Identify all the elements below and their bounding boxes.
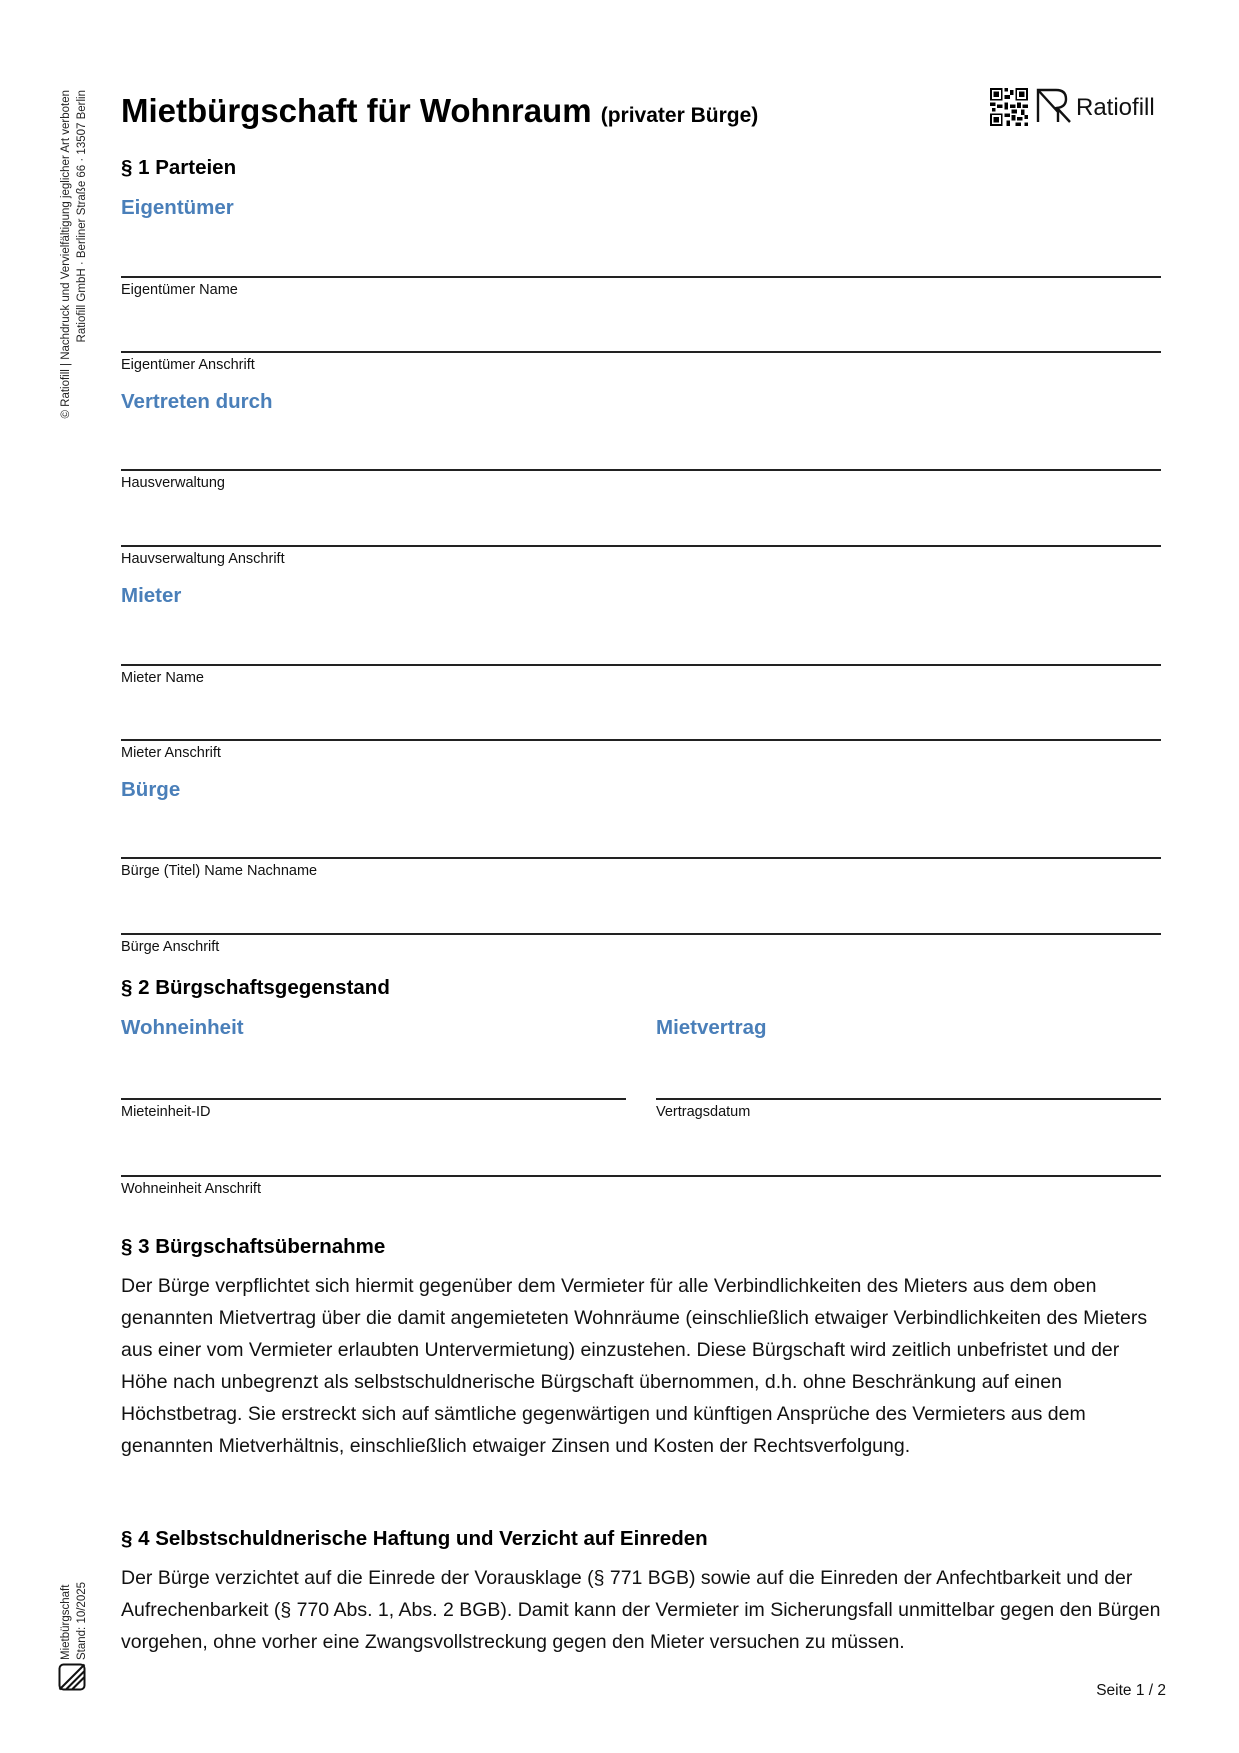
vertragsdatum-field[interactable] [656,1098,1161,1100]
title-text: Mietbürgschaft für Wohnraum [121,92,592,129]
ratiofill-logo-icon [1036,88,1072,124]
group-eigentuemer: Eigentümer [121,196,234,219]
group-buerge: Bürge [121,778,181,801]
group-wohneinheit: Wohneinheit [121,1016,244,1039]
eigentuemer-name-field[interactable] [121,276,1161,278]
buerge-name-label: Bürge (Titel) Name Nachname [121,863,318,879]
copyright-sidenote [58,90,90,450]
mieteinheit-id-field[interactable] [121,1098,626,1100]
version-sidenote [58,1570,90,1660]
vertragsdatum-label: Vertragsdatum [656,1104,751,1120]
section-1-title: § 1 Parteien [121,156,237,179]
mieter-name-label: Mieter Name [121,670,204,686]
document-title [121,92,758,130]
mieter-name-field[interactable] [121,664,1161,666]
section-3-text: Der Bürge verpflichtet sich hiermit gegenüber dem Vermieter für alle Verbindlichkeiten des Mieters aus dem oben genannten Mietvertrag über die damit angemieteten Wohnräume (einschließlich etwaiger Verbindlichkeiten des Mieters aus einer vom Vermieter erlaubten Untervermietung) einzustehen. Diese Bürgschaft wird zeitlich unbefristet und der Höhe nach unbegrenzt als selbstschuldnerische Bürgschaft übernommen, d.h. ohne Beschränkung auf einen Höchstbetrag. Sie erstreckt sich auf sämtliche gegenwärtigen und künftigen Ansprüche des Vermieters aus dem genannten Mietverhältnis, einschließlich etwaiger Zinsen und Kosten der Rechtsverfolgung. [121,1275,1148,1457]
mieteinheit-id-label: Mieteinheit-ID [121,1104,211,1120]
buerge-anschrift-label: Bürge Anschrift [121,939,220,955]
copyright-line-1: © Ratiofill | Nachdruck und Vervielfältigung jeglicher Art verboten [60,90,72,419]
eigentuemer-name-label: Eigentümer Name [121,282,238,298]
title-subtitle: (privater Bürge) [600,104,759,127]
section-3-title: § 3 Bürgschaftsübernahme [121,1235,386,1258]
ratiofill-mark-icon [58,1663,86,1691]
page-number: Seite 1 / 2 [1096,1682,1166,1699]
ratiofill-logo [1036,88,1166,126]
hausverwaltung-anschrift-label: Hauvserwaltung Anschrift [121,551,285,567]
hausverwaltung-label: Hausverwaltung [121,475,225,491]
section-2-title: § 2 Bürgschaftsgegenstand [121,976,390,999]
group-vertreten: Vertreten durch [121,390,273,413]
copyright-line-2: Ratiofill GmbH · Berliner Straße 66 · 13507 Berlin [76,90,88,343]
qr-code-icon [990,88,1028,126]
group-mietvertrag: Mietvertrag [656,1016,767,1039]
section-4-text: Der Bürge verzichtet auf die Einrede der Vorausklage (§ 771 BGB) sowie auf die Einreden der Anfechtbarkeit und der Aufrechenbarkeit (§ 770 Abs. 1, Abs. 2 BGB). Damit kann der Vermieter im Sicherungsfall unmittelbar gegen den Bürgen vorgehen, ohne vorher eine Zwangsvollstreckung gegen den Mieter versuchen zu müssen. [121,1567,1161,1653]
eigentuemer-anschrift-label: Eigentümer Anschrift [121,357,255,373]
wohneinheit-anschrift-field[interactable] [121,1175,1161,1177]
group-mieter: Mieter [121,584,182,607]
section-4-title: § 4 Selbstschuldnerische Haftung und Verzicht auf Einreden [121,1527,708,1550]
mieter-anschrift-label: Mieter Anschrift [121,745,221,761]
wohneinheit-anschrift-label: Wohneinheit Anschrift [121,1181,261,1197]
mieter-anschrift-field[interactable] [121,739,1161,741]
buerge-anschrift-field[interactable] [121,933,1161,935]
hausverwaltung-field[interactable] [121,469,1161,471]
eigentuemer-anschrift-field[interactable] [121,351,1161,353]
brand-name: Ratiofill [1076,94,1155,121]
doc-version: Stand: 10/2025 [76,1581,88,1660]
buerge-name-field[interactable] [121,857,1161,859]
doc-name: Mietbürgschaft [60,1584,72,1660]
hausverwaltung-anschrift-field[interactable] [121,545,1161,547]
